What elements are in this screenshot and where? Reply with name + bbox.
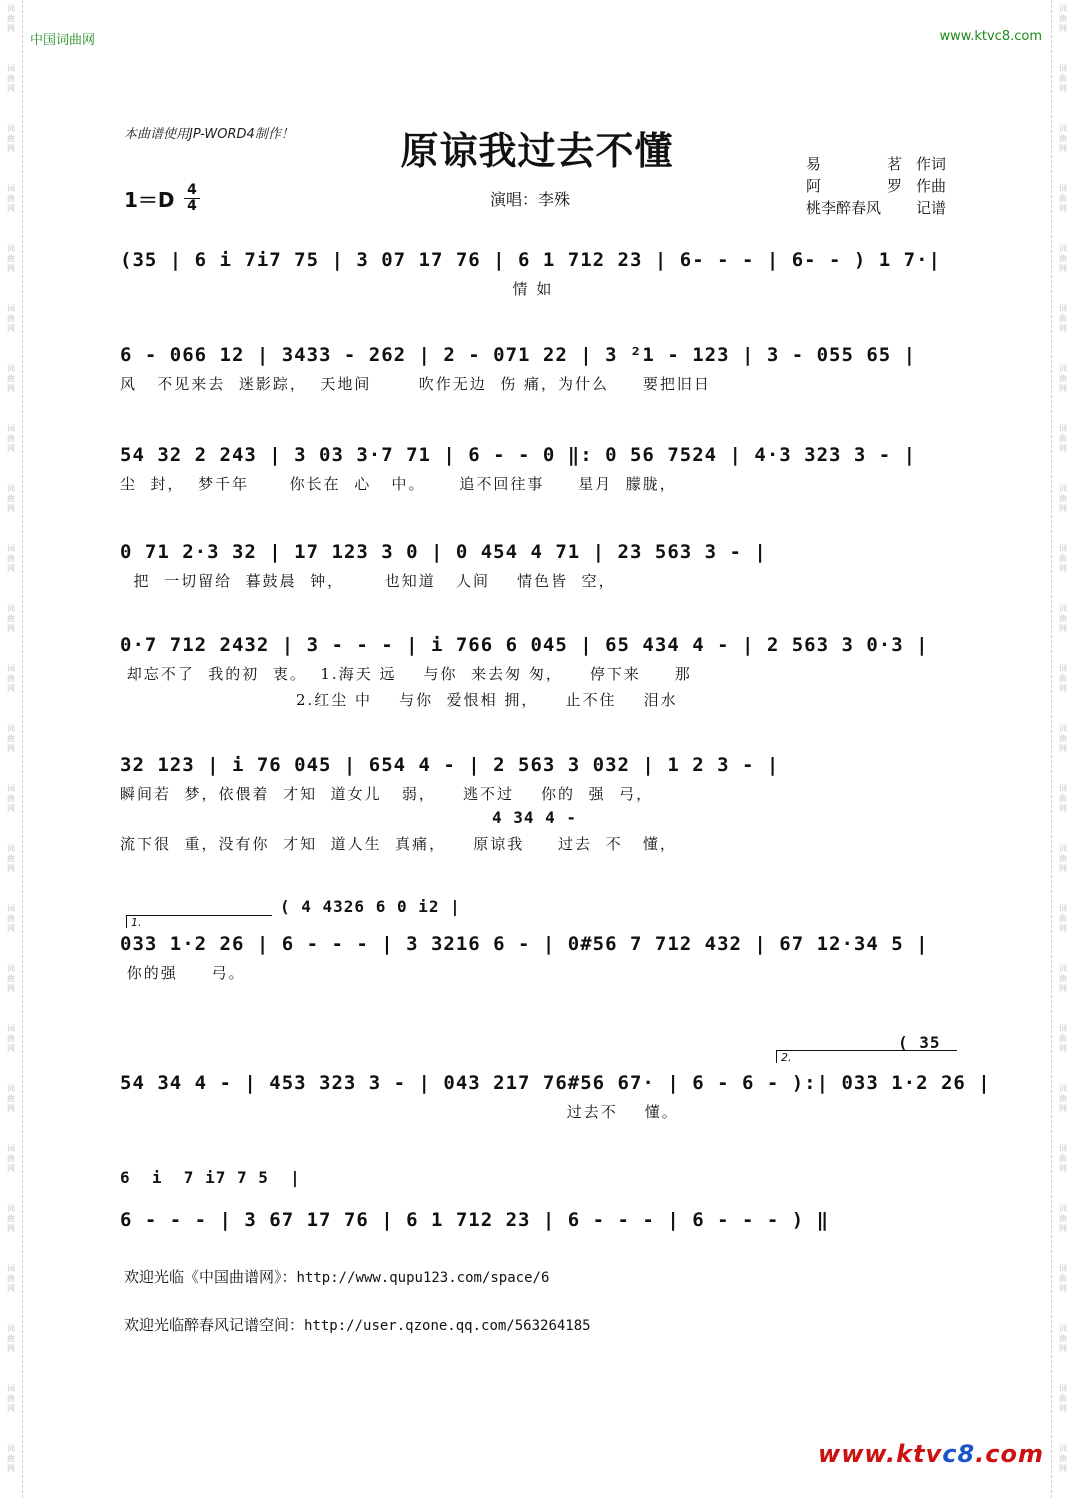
footer-url-qupu[interactable]: http://www.qupu123.com/space/6 <box>296 1270 550 1286</box>
side-watermark-text: 词 曲 网 <box>1059 364 1067 393</box>
side-watermark-text: 词 曲 网 <box>7 1384 15 1413</box>
side-watermark-text: 词 曲 网 <box>7 484 15 513</box>
side-watermark-text: 词 曲 网 <box>1059 1384 1067 1413</box>
side-watermark-text: 词 曲 网 <box>1059 1264 1067 1293</box>
side-watermark-text: 词 曲 网 <box>1059 784 1067 813</box>
score-system-9 <box>120 1165 960 1235</box>
notation-line: 0 71 2·3 32 | 17 123 3 0 | 0 454 4 71 | 23 563 3 - | <box>120 541 767 563</box>
notation-line: 0·7 712 2432 | 3 - - - | i 766 6 045 | 65 434 4 - | 2 563 3 0·3 | <box>120 634 929 656</box>
side-watermark-text: 词 曲 网 <box>1059 64 1067 93</box>
side-watermark-text: 词 曲 网 <box>1059 304 1067 333</box>
key-signature: 1＝D <box>124 188 175 212</box>
side-watermark-text: 词 曲 网 <box>1059 1144 1067 1173</box>
side-watermark-text: 词 曲 网 <box>7 544 15 573</box>
side-watermark-text: 词 曲 网 <box>1059 964 1067 993</box>
time-signature-bottom: 4 <box>187 198 197 214</box>
side-watermark-text: 词 曲 网 <box>7 1084 15 1113</box>
score-system-5 <box>120 630 960 712</box>
side-watermark-text: 词 曲 网 <box>7 664 15 693</box>
side-watermark-text: 词 曲 网 <box>7 424 15 453</box>
score-system-3 <box>120 440 960 496</box>
credit-transcriber: 桃李醉春风 记谱 <box>806 199 947 217</box>
time-signature-top: 4 <box>184 183 200 199</box>
footer-link-qzone[interactable]: 欢迎光临醉春风记谱空间：http://user.qzone.qq.com/563264185 <box>124 1316 591 1334</box>
credit-composer: 阿 罗 作曲 <box>806 177 947 195</box>
side-watermark-text: 词 曲 网 <box>1059 244 1067 273</box>
time-signature <box>184 183 200 214</box>
ktvc8-logo[interactable]: www.ktvc8.com <box>818 1440 1044 1468</box>
side-watermark-text: 词 曲 网 <box>7 4 15 33</box>
notation-line: 54 32 2 243 | 3 03 3·7 71 | 6 - - 0 ‖: 0 56 7524 | 4·3 323 3 - | <box>120 444 917 466</box>
side-watermark-text: 词 曲 网 <box>7 904 15 933</box>
song-title: 原谅我过去不懂 <box>400 128 674 173</box>
side-watermark-text: 词 曲 网 <box>1059 424 1067 453</box>
notation-line: 32 123 | i 76 045 | 654 4 - | 2 563 3 032 | 1 2 3 - | <box>120 754 780 776</box>
side-watermark-text: 词 曲 网 <box>7 1324 15 1353</box>
volta-bracket-1: 1. <box>126 915 272 928</box>
side-watermark-text: 词 曲 网 <box>7 304 15 333</box>
singer: 演唱：李殊 <box>490 190 571 209</box>
score-system-6 <box>120 750 960 856</box>
lyric-line-verse-1: 却忘不了 我的初 衷。 1.海天 远 与你 来去匆 匆， 停下来 那 <box>120 665 692 683</box>
credits <box>806 153 946 219</box>
side-watermark-text: 词 曲 网 <box>1059 724 1067 753</box>
side-watermark-text: 词 曲 网 <box>1059 904 1067 933</box>
side-watermark-text: 词 曲 网 <box>1059 1324 1067 1353</box>
side-watermark-text: 词 曲 网 <box>7 1024 15 1053</box>
side-watermark-text: 词 曲 网 <box>1059 1084 1067 1113</box>
side-watermark-text: 词 曲 网 <box>7 724 15 753</box>
side-watermark-text: 词 曲 网 <box>7 244 15 273</box>
lyric-line-verse-1: 瞬间若 梦，依偎着 才知 道女儿 弱， 逃不过 你的 强 弓， <box>120 785 654 803</box>
score-system-7 <box>120 895 960 985</box>
lyric-line-verse-2: 流下很 重，没有你 才知 道人生 真痛， 原谅我 过去 不 懂， <box>120 835 677 853</box>
score-system-1 <box>120 245 960 301</box>
lyric-line: 风 不见来去 迷影踪， 天地间 吹作无边 伤 痛，为什么 要把旧日 <box>120 375 711 393</box>
score-system-4 <box>120 537 960 593</box>
upper-voice-line: ( 35 <box>898 1033 941 1052</box>
site-url-right[interactable]: www.ktvc8.com <box>939 29 1042 44</box>
score-system-8 <box>120 1032 991 1124</box>
left-watermark-strip <box>0 0 23 1498</box>
side-watermark-text: 词 曲 网 <box>7 1444 15 1473</box>
side-watermark-text: 词 曲 网 <box>1059 184 1067 213</box>
lyric-line: 情 如 <box>120 280 554 298</box>
side-watermark-text: 词 曲 网 <box>1059 124 1067 153</box>
lyric-line: 尘 封， 梦千年 你长在 心 中。 追不回往事 星月 朦胧， <box>120 475 677 493</box>
side-watermark-text: 词 曲 网 <box>1059 1444 1067 1473</box>
side-watermark-text: 词 曲 网 <box>7 604 15 633</box>
volta-bracket-2: 2. <box>776 1050 957 1063</box>
alternate-notation: 4 34 4 - <box>492 808 578 827</box>
side-watermark-text: 词 曲 网 <box>7 184 15 213</box>
software-note: 本曲谱使用JP-WORD4制作！ <box>124 127 294 142</box>
side-watermark-text: 词 曲 网 <box>1059 484 1067 513</box>
lyric-line: 把 一切留给 暮鼓晨 钟， 也知道 人间 情色皆 空， <box>120 572 616 590</box>
lyric-line-verse-2: 2.红尘 中 与你 爱恨相 拥， 止不住 泪水 <box>120 691 678 709</box>
side-watermark-text: 词 曲 网 <box>1059 664 1067 693</box>
score-system-2 <box>120 340 960 396</box>
side-watermark-text: 词 曲 网 <box>1059 1024 1067 1053</box>
notation-line: 6 - 066 12 | 3433 - 262 | 2 - 071 22 | 3 ²1 - 123 | 3 - 055 65 | <box>120 344 917 366</box>
side-watermark-text: 词 曲 网 <box>7 1204 15 1233</box>
side-watermark-text: 词 曲 网 <box>7 964 15 993</box>
footer-url-qzone[interactable]: http://user.qzone.qq.com/563264185 <box>304 1318 591 1334</box>
footer-link-qupu[interactable]: 欢迎光临《中国曲谱网》：http://www.qupu123.com/space/6 <box>124 1268 550 1286</box>
side-watermark-text: 词 曲 网 <box>7 364 15 393</box>
notation-line: (35 | 6 i 7i7 75 | 3 07 17 76 | 6 1 712 23 | 6- - - | 6- - ) 1 7·| <box>120 249 941 271</box>
upper-voice-line: 6 i 7 i7 7 5 | <box>120 1168 301 1187</box>
side-watermark-text: 词 曲 网 <box>7 124 15 153</box>
side-watermark-text: 词 曲 网 <box>1059 544 1067 573</box>
side-watermark-text: 词 曲 网 <box>1059 604 1067 633</box>
side-watermark-text: 词 曲 网 <box>7 64 15 93</box>
lyric-line: 你的强 弓。 <box>120 964 246 982</box>
side-watermark-text: 词 曲 网 <box>7 844 15 873</box>
notation-line: 54 34 4 - | 453 323 3 - | 043 217 76#56 67· | 6 - 6 - ):| 033 1·2 26 | <box>120 1072 991 1094</box>
side-watermark-text: 词 曲 网 <box>7 1264 15 1293</box>
site-name-left[interactable]: 中国词曲网 <box>30 33 96 48</box>
side-watermark-text: 词 曲 网 <box>7 1144 15 1173</box>
notation-line: 033 1·2 26 | 6 - - - | 3 3216 6 - | 0#56 7 712 432 | 67 12·34 5 | <box>120 933 929 955</box>
right-watermark-strip <box>1051 0 1074 1498</box>
credit-lyricist: 易 茗 作词 <box>806 155 947 173</box>
upper-voice-line: ( 4 4326 6 0 i2 | <box>280 897 461 916</box>
lyric-line: 过去不 懂。 <box>120 1103 679 1121</box>
side-watermark-text: 词 曲 网 <box>1059 844 1067 873</box>
notation-line: 6 - - - | 3 67 17 76 | 6 1 712 23 | 6 - - - | 6 - - - ) ‖ <box>120 1209 830 1231</box>
side-watermark-text: 词 曲 网 <box>1059 1204 1067 1233</box>
side-watermark-text: 词 曲 网 <box>1059 4 1067 33</box>
side-watermark-text: 词 曲 网 <box>7 784 15 813</box>
